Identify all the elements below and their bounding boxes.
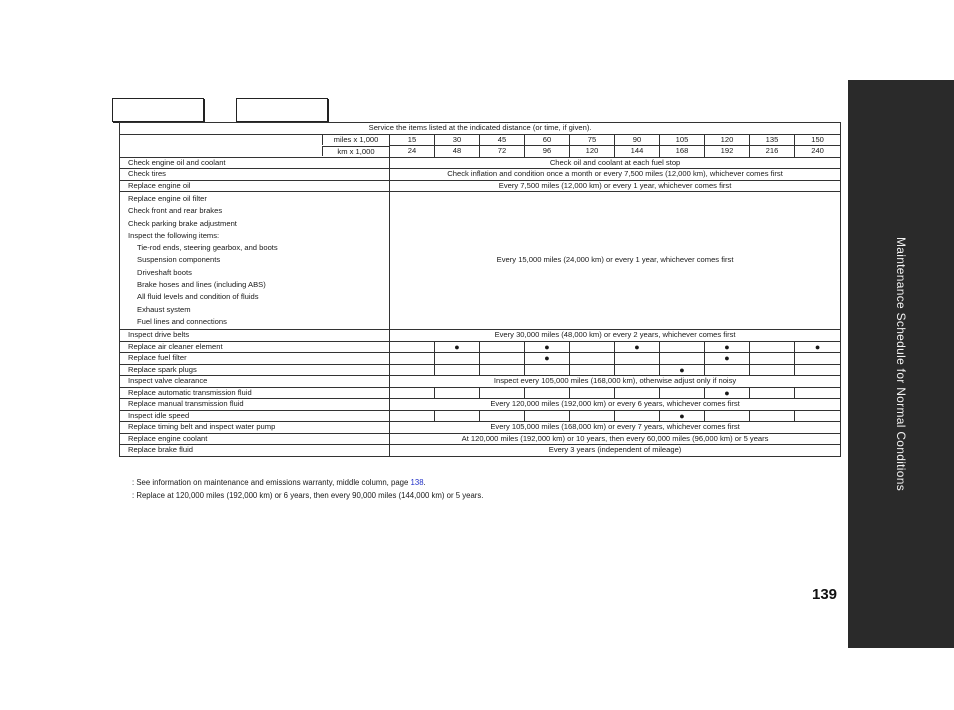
schedule-mark [615, 353, 660, 365]
schedule-mark [390, 410, 435, 422]
service-subitem-label: Brake hoses and lines (including ABS) [137, 280, 266, 290]
service-item-label: Inspect the following items: [128, 230, 220, 240]
miles-cell: 30 [435, 134, 480, 146]
table-header-row [120, 123, 841, 135]
miles-cell: 135 [750, 134, 795, 146]
schedule-mark: ● [660, 364, 705, 376]
schedule-mark [435, 387, 480, 399]
schedule-mark [750, 341, 795, 353]
schedule-mark: ● [525, 353, 570, 365]
schedule-mark: ● [705, 387, 750, 399]
service-item-label: Replace automatic transmission fluid [120, 387, 390, 399]
table-row [120, 387, 841, 399]
miles-cell: 75 [570, 134, 615, 146]
service-item-label: Inspect idle speed [120, 410, 390, 422]
schedule-mark [480, 353, 525, 365]
schedule-mark [570, 364, 615, 376]
table-row [120, 410, 841, 422]
schedule-mark: ● [525, 341, 570, 353]
service-subitem-label: All fluid levels and condition of fluids [137, 292, 259, 302]
schedule-mark [390, 341, 435, 353]
schedule-mark [525, 364, 570, 376]
km-cell: 216 [750, 146, 795, 158]
schedule-mark [705, 364, 750, 376]
schedule-mark [435, 353, 480, 365]
service-interval: Every 120,000 miles (192,000 km) or every 6 years, whichever comes first [390, 399, 841, 411]
service-item-label: Replace manual transmission fluid [120, 399, 390, 411]
miles-cell: 15 [390, 134, 435, 146]
table-row [120, 445, 841, 457]
page-number: 139 [812, 586, 838, 603]
service-item-label: Inspect drive belts [120, 330, 390, 342]
service-item-label: Replace engine oil filter [128, 194, 207, 203]
schedule-mark [480, 364, 525, 376]
header-tab-box-right [236, 98, 328, 122]
service-interval: Every 30,000 miles (48,000 km) or every 2 years, whichever comes first [390, 330, 841, 342]
km-cell: 168 [660, 146, 705, 158]
schedule-mark [525, 387, 570, 399]
schedule-mark: ● [615, 341, 660, 353]
service-item-label: Replace air cleaner element [120, 341, 390, 353]
schedule-mark [615, 387, 660, 399]
service-interval: Inspect every 105,000 miles (168,000 km), otherwise adjust only if noisy [390, 376, 841, 388]
page-link[interactable]: 138 [410, 478, 424, 487]
schedule-mark [660, 387, 705, 399]
schedule-mark: ● [795, 341, 841, 353]
km-cell: 120 [570, 146, 615, 158]
km-cell: 96 [525, 146, 570, 158]
header-caption: Service the items listed at the indicated distance (or time, if given). [120, 123, 841, 135]
service-interval: Every 3 years (independent of mileage) [390, 445, 841, 457]
schedule-mark [435, 364, 480, 376]
table-row [120, 330, 841, 342]
service-interval: Every 15,000 miles (24,000 km) or every 1 year, whichever comes first [390, 192, 841, 330]
schedule-mark: ● [705, 341, 750, 353]
schedule-mark [570, 341, 615, 353]
service-subitem-label: Exhaust system [137, 304, 191, 314]
km-cell: 24 [390, 146, 435, 158]
table-row [120, 341, 841, 353]
service-interval: At 120,000 miles (192,000 km) or 10 years, then every 60,000 miles (96,000 km) or 5 years [390, 433, 841, 445]
table-row [120, 422, 841, 434]
km-cell: 144 [615, 146, 660, 158]
schedule-mark [615, 410, 660, 422]
service-item-group [120, 192, 390, 330]
service-subitem-label: Tie-rod ends, steering gearbox, and boots [137, 243, 278, 253]
schedule-mark [795, 353, 841, 365]
schedule-mark [570, 387, 615, 399]
schedule-mark: ● [435, 341, 480, 353]
section-title: Maintenance Schedule for Normal Conditions [894, 236, 908, 492]
km-cell: 240 [795, 146, 841, 158]
service-item-label: Check engine oil and coolant [120, 157, 390, 169]
schedule-mark [480, 341, 525, 353]
table-row [120, 376, 841, 388]
miles-row [120, 134, 841, 146]
schedule-mark [390, 364, 435, 376]
service-subitem-label: Driveshaft boots [137, 267, 192, 277]
service-interval: Every 105,000 miles (168,000 km) or every 7 years, whichever comes first [390, 422, 841, 434]
schedule-mark [795, 364, 841, 376]
miles-cell: 105 [660, 134, 705, 146]
schedule-mark [660, 341, 705, 353]
footnote-warranty: : See information on maintenance and emissions warranty, middle column, page 138. [132, 478, 426, 487]
schedule-mark [750, 410, 795, 422]
schedule-mark [750, 353, 795, 365]
table-row [120, 399, 841, 411]
service-item-label: Replace fuel filter [120, 353, 390, 365]
schedule-mark [390, 353, 435, 365]
miles-cell: 90 [615, 134, 660, 146]
schedule-mark [435, 410, 480, 422]
schedule-mark [570, 353, 615, 365]
service-interval: Check inflation and condition once a month or every 7,500 miles (12,000 km), whichever comes first [390, 169, 841, 181]
section-sidebar [848, 80, 954, 648]
service-subitem-label: Fuel lines and connections [137, 316, 227, 326]
table-row [120, 353, 841, 365]
miles-cell: 45 [480, 134, 525, 146]
table-row [120, 433, 841, 445]
schedule-mark [795, 387, 841, 399]
service-item-label: Check front and rear brakes [128, 206, 223, 216]
table-row [120, 157, 841, 169]
km-label: km x 1,000 [322, 146, 389, 157]
maintenance-schedule-table [119, 122, 841, 457]
schedule-mark [750, 387, 795, 399]
table-row [120, 180, 841, 192]
footnotes [132, 476, 483, 502]
schedule-mark: ● [705, 353, 750, 365]
schedule-mark [615, 364, 660, 376]
miles-cell: 150 [795, 134, 841, 146]
service-item-label: Check parking brake adjustment [128, 218, 237, 228]
service-interval: Check oil and coolant at each fuel stop [390, 157, 841, 169]
km-cell: 72 [480, 146, 525, 158]
schedule-mark [480, 387, 525, 399]
schedule-mark [705, 410, 750, 422]
miles-label: miles x 1,000 [322, 135, 389, 146]
km-row [120, 146, 841, 158]
service-item-label: Replace engine coolant [120, 433, 390, 445]
schedule-mark [570, 410, 615, 422]
table-row [120, 169, 841, 181]
miles-cell: 60 [525, 134, 570, 146]
service-item-label: Replace engine oil [120, 180, 390, 192]
service-item-label: Replace timing belt and inspect water pump [120, 422, 390, 434]
service-item-label: Replace brake fluid [120, 445, 390, 457]
miles-cell: 120 [705, 134, 750, 146]
schedule-mark: ● [660, 410, 705, 422]
header-tab-box-left [112, 98, 204, 122]
schedule-mark [525, 410, 570, 422]
schedule-mark [390, 387, 435, 399]
service-subitem-label: Suspension components [137, 255, 221, 265]
table-row [120, 364, 841, 376]
table-row [120, 192, 841, 330]
service-item-label: Replace spark plugs [120, 364, 390, 376]
schedule-mark [750, 364, 795, 376]
service-item-label: Inspect valve clearance [120, 376, 390, 388]
schedule-mark [660, 353, 705, 365]
schedule-mark [480, 410, 525, 422]
km-cell: 48 [435, 146, 480, 158]
schedule-mark [795, 410, 841, 422]
service-interval: Every 7,500 miles (12,000 km) or every 1 year, whichever comes first [390, 180, 841, 192]
footnote-coolant: : Replace at 120,000 miles (192,000 km) or 6 years, then every 90,000 miles (144,000 km) or 5 years. [132, 491, 484, 500]
km-cell: 192 [705, 146, 750, 158]
service-item-label: Check tires [120, 169, 390, 181]
